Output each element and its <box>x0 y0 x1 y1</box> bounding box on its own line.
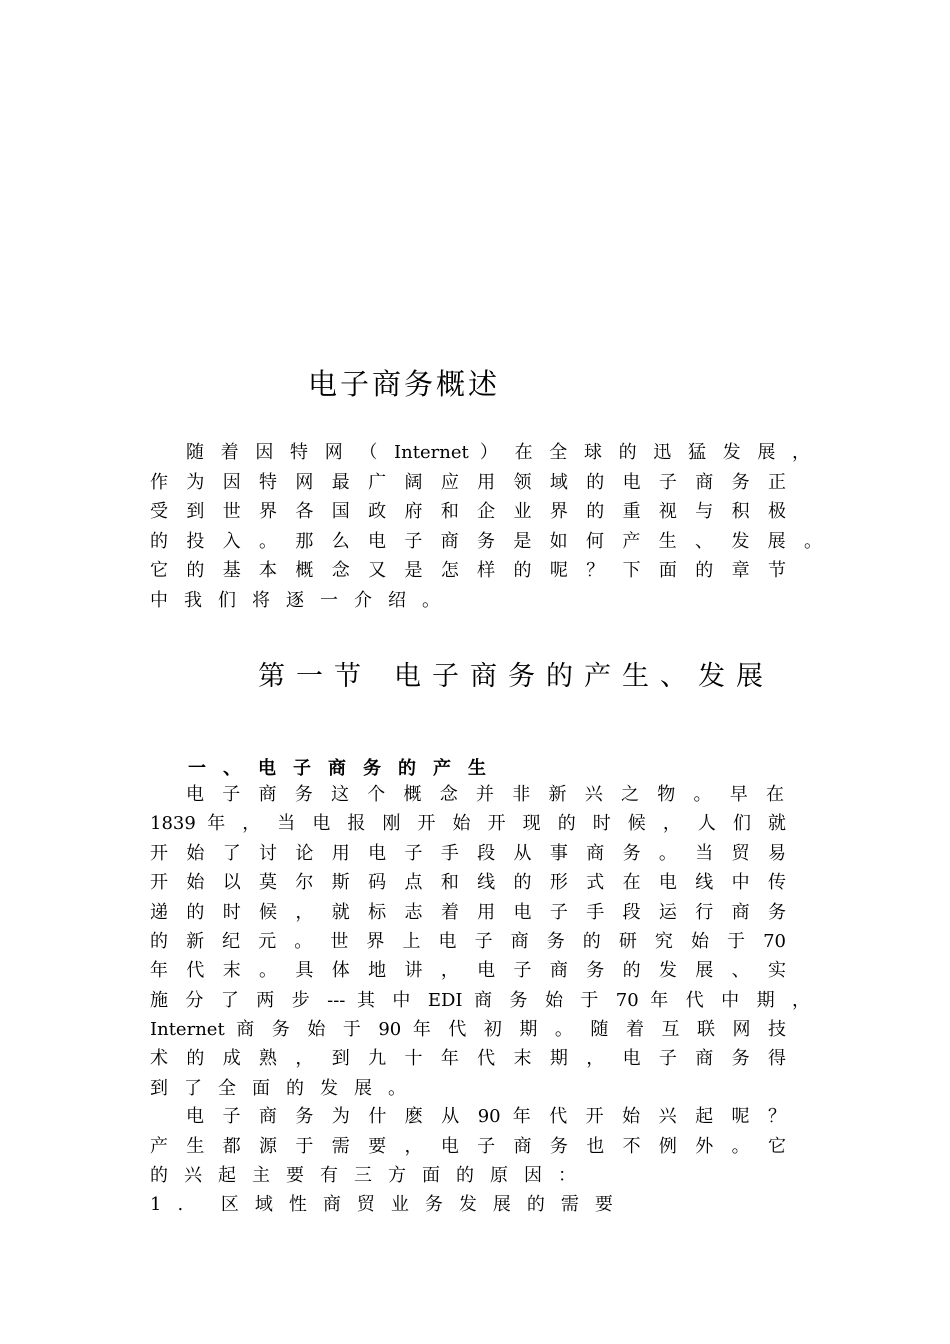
para1-line-9: Internet 商 务 始 于 90 年 代 初 期 。 随 着 互 联 网 技 <box>150 1019 786 1040</box>
para1-line-8: 施 分 了 两 步 --- 其 中 EDI 商 务 始 于 70 年 代 中 期 ， <box>150 990 810 1011</box>
para1-line-2: 1839 年 ， 当 电 报 刚 开 始 开 现 的 时 候 ， 人 们 就 <box>150 813 786 834</box>
intro-line-6: 中我们将逐一介绍。 <box>150 590 456 611</box>
para2-line-2: 产 生 都 源 于 需 要 ， 电 子 商 务 也 不 例 外 。 它 <box>150 1136 786 1157</box>
para2-line-4: 1. 区域性商贸业务发展的需要 <box>150 1194 629 1215</box>
para1-line-10: 术 的 成 熟 ， 到 九 十 年 代 末 期 ， 电 子 商 务 得 <box>150 1048 786 1069</box>
section-name: 电子商务的产生、发展 <box>394 661 774 692</box>
para1-line-11: 到了全面的发展。 <box>150 1078 422 1099</box>
intro-line-5: 它 的 基 本 概 念 又 是 怎 样 的 呢 ？ 下 面 的 章 节 <box>150 560 786 581</box>
intro-line-1: 随 着 因 特 网 （ Internet ） 在 全 球 的 迅 猛 发 展 ， <box>186 442 810 463</box>
subsection-heading: 一、电子商务的产生 <box>188 758 503 779</box>
intro-line-4: 的 投 入 。 那 么 电 子 商 务 是 如 何 产 生 、 发 展 。 <box>150 531 822 552</box>
para2-line-1: 电 子 商 务 为 什 麽 从 90 年 代 开 始 兴 起 呢 ？ <box>186 1106 786 1127</box>
para1-line-1: 电 子 商 务 这 个 概 念 并 非 新 兴 之 物 。 早 在 <box>186 784 784 805</box>
section-heading <box>258 654 774 693</box>
section-number: 第一节 <box>258 661 372 692</box>
para2-line-3: 的兴起主要有三方面的原因： <box>150 1165 592 1186</box>
para1-line-6: 的 新 纪 元 。 世 界 上 电 子 商 务 的 研 究 始 于 70 <box>150 931 786 952</box>
para1-line-4: 开 始 以 莫 尔 斯 码 点 和 线 的 形 式 在 电 线 中 传 <box>150 872 786 893</box>
para1-line-7: 年 代 末 。 具 体 地 讲 ， 电 子 商 务 的 发 展 、 实 <box>150 960 786 981</box>
intro-line-3: 受 到 世 界 各 国 政 府 和 企 业 界 的 重 视 与 积 极 <box>150 501 786 522</box>
document-title: 电子商务概述 <box>308 367 501 401</box>
para1-line-3: 开 始 了 讨 论 用 电 子 手 段 从 事 商 务 。 当 贸 易 <box>150 843 786 864</box>
intro-line-2: 作 为 因 特 网 最 广 阔 应 用 领 域 的 电 子 商 务 正 <box>150 472 786 493</box>
para1-line-5: 递 的 时 候 ， 就 标 志 着 用 电 子 手 段 运 行 商 务 <box>150 902 786 923</box>
